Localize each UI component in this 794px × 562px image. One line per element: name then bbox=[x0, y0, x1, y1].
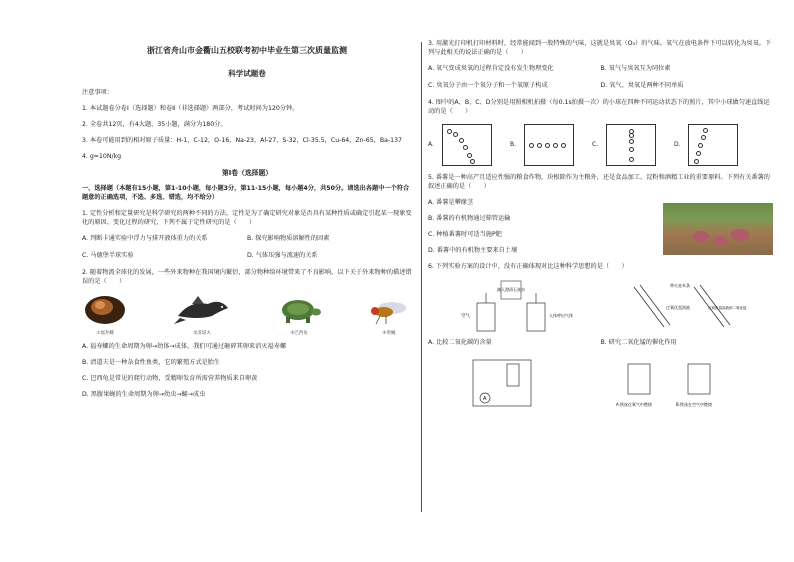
column-divider bbox=[421, 42, 422, 512]
q1-option-a: A. 判断卡通实验中浮力与排开液体重力的关系 bbox=[82, 235, 208, 243]
q3-option-c: C. 臭氧分子由一个氧分子和一个氧原子构成 bbox=[428, 81, 548, 89]
q5-option-c: C. 种植番薯时可适当施P肥 bbox=[428, 230, 502, 238]
q2-stem: 2. 随着物流全球化的发展，一些外来物种在我国境内繁衍，部分物种给环境带来了不良影响，以下关于外来物种的描述错误的是（ ） bbox=[82, 269, 412, 286]
q6-d-air: B.铁丝在空气中燃烧 bbox=[676, 401, 713, 407]
q6-a-limewater: 滴入澄清石灰水 bbox=[496, 286, 525, 292]
notice-2: 2. 全卷共12页，有4大题，35小题，满分为180分。 bbox=[82, 121, 227, 129]
q6-caption-a: A. 比较二氧化碳的含量 bbox=[428, 338, 492, 346]
q5-option-b: B. 番薯的有机物通过筛管运输 bbox=[428, 214, 511, 222]
q6-d-oxygen: A.铁丝在氧气中燃烧 bbox=[616, 401, 653, 407]
svg-text:A: A bbox=[482, 395, 487, 402]
q6-b-splint: 带火星木条 bbox=[670, 282, 691, 288]
q6-caption-b: B. 研究二氧化锰的催化作用 bbox=[600, 338, 677, 346]
q3-option-b: B. 氧气与臭氧互为同位素 bbox=[600, 64, 671, 72]
notice-3: 3. 本卷可能用到的相对原子质量：H-1，C-12，O-16，Na-23，Al-27，S-32，Cl-35.5，Cu-64，Zn-65，Ba-137 bbox=[82, 137, 402, 145]
paper-subtitle: 科学试题卷 bbox=[228, 68, 266, 78]
snail-image bbox=[82, 294, 128, 337]
q4-label-b: B. bbox=[510, 140, 517, 148]
q5-option-a: A. 番薯是攀缘茎 bbox=[428, 198, 474, 206]
q4-figures bbox=[428, 124, 773, 166]
q6-stem: 6. 下列实验方案的设计中，没有正确体现对比这种科学思想的是（ ） bbox=[428, 262, 628, 270]
q5-option-d: D. 番薯中的有机物主要来自土壤 bbox=[428, 246, 518, 254]
q4-figure-c bbox=[606, 124, 656, 166]
q6-figure-b bbox=[624, 279, 747, 335]
right-column bbox=[428, 40, 773, 418]
left-column bbox=[82, 40, 412, 407]
q6-figures-bottom bbox=[428, 354, 773, 414]
q6-figure-c bbox=[467, 354, 537, 414]
notice-1: 1. 本试题卷分卷Ⅰ（选择题）和卷Ⅱ（非选择题）两部分，考试时间为120分钟。 bbox=[82, 105, 299, 113]
q4-stem: 4. 图中的A、B、C、D分别是用照相机拍摄（每0.1s拍摄一次）的小球在四种不同运动状态下的照片，其中小球做匀速直线运动的是（ ） bbox=[428, 98, 770, 115]
q6-figure-d bbox=[614, 354, 734, 414]
q6-a-breath: 人体呼出气体 bbox=[548, 312, 573, 318]
q2-images bbox=[82, 294, 412, 337]
q2-option-a: A. 福寿螺的生命周期为卵→幼体→成体，我们可通过砸碎其卵来消灭福寿螺 bbox=[82, 343, 287, 351]
q4-label-d: D. bbox=[674, 140, 681, 148]
catfish-caption: ②清道夫 bbox=[193, 330, 211, 336]
sweet-potato-photo bbox=[663, 203, 773, 255]
snail-caption: ①福寿螺 bbox=[96, 330, 114, 336]
q1-option-d: D. 气体压强与流速的关系 bbox=[247, 252, 318, 260]
q1-stem: 1. 定性分析和定量研究是科学研究的两种不同的方法，定性是为了确定研究对象是否具有某种性质或确定引起某一现象变化的原因、变化过程的研究，下列不属于定性研究的是（ ） bbox=[82, 210, 412, 227]
q6-figures-top bbox=[428, 279, 773, 335]
q4-figure-d bbox=[688, 124, 738, 166]
section-title: 第Ⅰ卷（选择题） bbox=[221, 169, 273, 178]
q1-option-b: B. 探究影响物质溶解性的因素 bbox=[247, 235, 330, 243]
fruitfly-image bbox=[366, 294, 412, 337]
q6-b-h2o2: 过氧化氢溶液 bbox=[666, 304, 691, 310]
q4-label-c: C. bbox=[592, 140, 599, 148]
q4-label-a: A. bbox=[428, 140, 434, 148]
q6-figure-a bbox=[457, 279, 573, 335]
q6-b-h2o2-mno2: 过氧化氢溶液和二氧化锰 bbox=[708, 305, 747, 310]
q2-option-d: D. 黑腹果蝇的生命周期为卵→幼虫→蛹→成虫 bbox=[82, 391, 206, 399]
q1-option-c: C. 马德堡半球实验 bbox=[82, 252, 134, 260]
q4-figure-b bbox=[524, 124, 574, 166]
q5-stem: 5. 番薯是一种高产且适应性强的粮食作物，块根除作为主粮外，还是食品加工、淀粉和酒精工业的重要原料。下列有关番薯的叙述正确的是（ ） bbox=[428, 173, 770, 190]
notice-4: 4. g=10N/kg bbox=[82, 153, 122, 161]
q6-a-air: 空气 bbox=[460, 313, 470, 319]
q3-stem: 3. 用激光打印机打印材料时，经常能闻到一股特殊的气味，这就是臭氧（O₃）的气味。氧气在放电条件下可以转化为臭氧。下列与此相关的说法正确的是（ ） bbox=[428, 40, 772, 56]
q4-figure-a bbox=[442, 124, 492, 166]
q2-option-c: C. 巴西龟是常见的爬行动物，受精卵发育所需营养物质来自卵黄 bbox=[82, 375, 258, 383]
q3-option-d: D. 氧气、臭氧是两种不同单质 bbox=[600, 81, 684, 89]
notice-heading: 注意事项： bbox=[82, 89, 113, 97]
turtle-caption: ③巴西龟 bbox=[290, 330, 308, 336]
q2-option-b: B. 清道夫是一种杂食性鱼类，它的繁殖方式是胎生 bbox=[82, 359, 221, 367]
turtle-image bbox=[276, 294, 322, 337]
q3-option-a: A. 氧气变成臭氧的过程肯定没有发生物理变化 bbox=[428, 64, 554, 72]
catfish-image bbox=[172, 294, 232, 337]
fruitfly-caption: ④果蝇 bbox=[382, 330, 396, 336]
section-instruction: 一、选择题（本题有15小题，第1-10小题，每小题3分，第11-15小题，每小题4分，共50分。请选出各题中一个符合题意的正确选项，不选、多选、错选，均不给分） bbox=[82, 185, 410, 202]
paper-title: 浙江省舟山市金衢山五校联考初中毕业生第三次质量监测 bbox=[147, 46, 347, 55]
